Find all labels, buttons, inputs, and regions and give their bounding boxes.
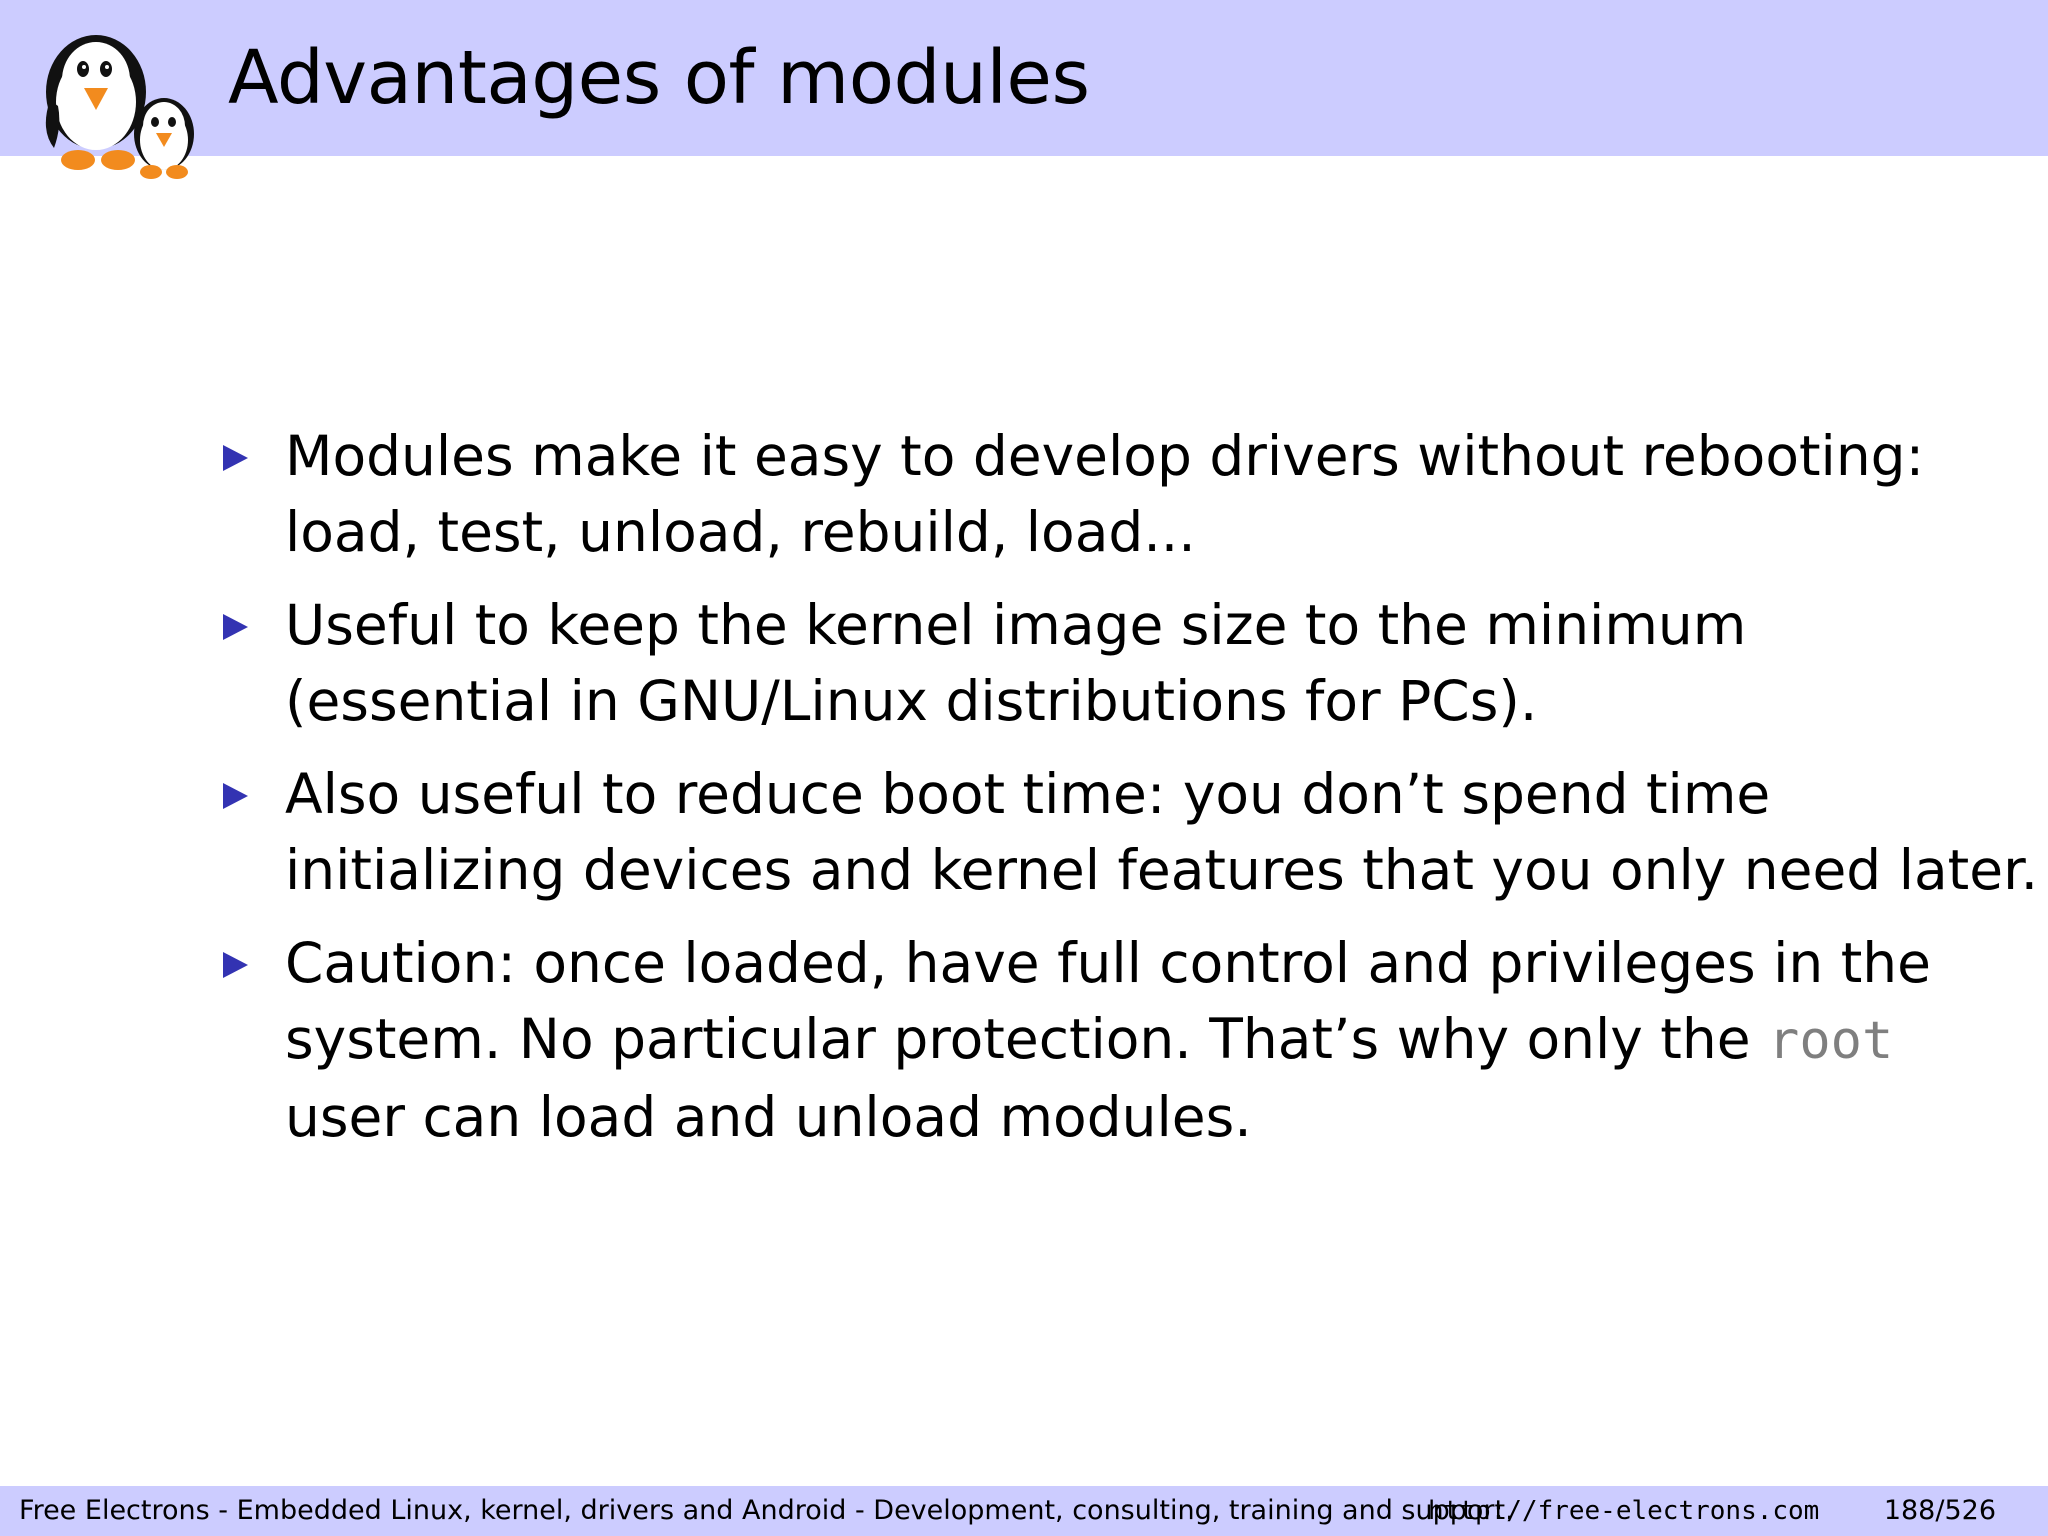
footer-url-link[interactable]: http://free-electrons.com: [1428, 1496, 1820, 1526]
bullet-item: [220, 418, 1925, 570]
slide-title: Advantages of modules: [228, 35, 1090, 121]
bullet-list: [220, 418, 2039, 1172]
bullet-line: Modules make it easy to develop drivers without rebooting:: [285, 424, 1925, 488]
bullet-line: user can load and unload modules.: [285, 1085, 1252, 1149]
bullet-item: [220, 587, 1920, 739]
bullet-triangle-icon: [223, 445, 248, 471]
bullet-line: (essential in GNU/Linux distributions for PCs).: [285, 669, 1538, 733]
bullet-triangle-icon: [223, 783, 248, 809]
page-number: 188/526: [1883, 1495, 1996, 1526]
bullet-line: Also useful to reduce boot time: you don’t spend time: [285, 762, 1771, 826]
bullet-line: initializing devices and kernel features that you only need later.: [285, 838, 2039, 902]
bullet-item: [220, 925, 1931, 1155]
bullet-line: load, test, unload, rebuild, load...: [285, 500, 1196, 564]
bullet-line: system. No particular protection. That’s why only the: [285, 1007, 1769, 1071]
bullet-triangle-icon: [223, 614, 248, 640]
inline-code-root: root: [1768, 1011, 1894, 1071]
bullet-line: Caution: once loaded, have full control and privileges in the: [285, 931, 1931, 995]
bullet-item: [220, 756, 2039, 908]
footer-text: Free Electrons - Embedded Linux, kernel, drivers and Android - Development, consulting, training and support.: [19, 1495, 1514, 1526]
bullet-line: Useful to keep the kernel image size to the minimum: [285, 593, 1747, 657]
penguins-logo-icon: [38, 30, 208, 182]
bullet-triangle-icon: [223, 952, 248, 978]
